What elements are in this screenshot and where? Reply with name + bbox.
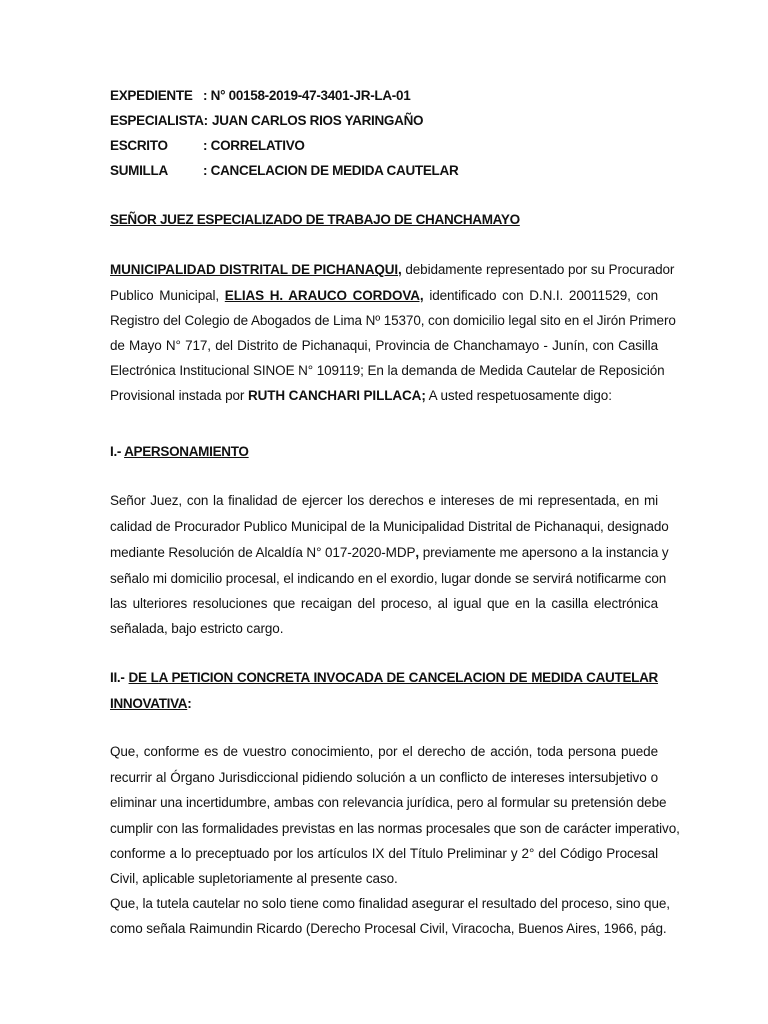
representative-name: ELIAS H. ARAUCO CORDOVA,	[224, 288, 424, 303]
section-1-title: APERSONAMIENTO	[124, 444, 249, 459]
section-1-line-6: señalada, bajo estricto cargo.	[110, 621, 284, 636]
section-2-p1-line-6: Civil, aplicable supletoriamente al presente caso.	[110, 871, 398, 886]
section-2-p1-line-1: Que, conforme es de vuestro conocimiento, por el derecho de acción, toda persona puede	[110, 744, 658, 759]
section-2-p1-line-3: eliminar una incertidumbre, ambas con relevancia jurídica, pero al formular su pretensión debe	[110, 795, 667, 810]
section-1-line-3: mediante Resolución de Alcaldía N° 017-2020-MDP, previamente me apersono a la instancia y	[110, 545, 669, 560]
addressee: SEÑOR JUEZ ESPECIALIZADO DE TRABAJO DE CHANCHAMAYO	[110, 212, 520, 227]
escrito-row	[110, 138, 305, 153]
section-2-p1-line-2: recurrir al Órgano Jurisdiccional pidiendo solución a un conflicto de intereses intersubjetivo o	[110, 770, 658, 785]
section-2-title: DE LA PETICION CONCRETA INVOCADA DE CANCELACION DE MEDIDA CAUTELAR	[128, 670, 659, 685]
escrito-label: ESCRITO	[110, 138, 168, 153]
escrito-value: : CORRELATIVO	[203, 138, 305, 153]
intro-line-2: Publico Municipal, ELIAS H. ARAUCO CORDOVA, identificado con D.N.I. 20011529, con	[110, 288, 659, 303]
especialista-row	[110, 113, 424, 128]
expediente-value: : N° 00158-2019-47-3401-JR-LA-01	[203, 88, 411, 103]
especialista-label: ESPECIALISTA:	[110, 113, 208, 128]
sumilla-value: : CANCELACION DE MEDIDA CAUTELAR	[203, 163, 459, 178]
intro-line-5: Electrónica Institucional SINOE N° 109119; En la demanda de Medida Cautelar de Reposición	[110, 363, 665, 378]
section-2-heading-line-2: INNOVATIVA:	[110, 696, 192, 711]
intro-line-1: MUNICIPALIDAD DISTRITAL DE PICHANAQUI, debidamente representado por su Procurador	[110, 262, 675, 277]
section-1-heading: I.- APERSONAMIENTO	[110, 444, 249, 459]
sumilla-row	[110, 163, 459, 178]
section-1-line-5: las ulteriores resoluciones que recaigan del proceso, al igual que en la casilla electrónica	[110, 596, 658, 611]
especialista-value: JUAN CARLOS RIOS YARINGAÑO	[212, 113, 424, 128]
expediente-label: EXPEDIENTE	[110, 88, 193, 103]
section-2-p2-line-1: Que, la tutela cautelar no solo tiene como finalidad asegurar el resultado del proceso, sino que,	[110, 896, 670, 911]
section-2-p1-line-5: conforme a lo preceptuado por los artículos IX del Título Preliminar y 2° del Código Procesal	[110, 846, 658, 861]
intro-line-4: de Mayo N° 717, del Distrito de Pichanaqui, Provincia de Chanchamayo - Junín, con Casilla	[110, 338, 658, 353]
intro-line-3: Registro del Colegio de Abogados de Lima Nº 15370, con domicilio legal sito en el Jirón Primero	[110, 313, 676, 328]
section-2-heading-line-1: II.- DE LA PETICION CONCRETA INVOCADA DE CANCELACION DE MEDIDA CAUTELAR	[110, 670, 659, 685]
section-1-line-2: calidad de Procurador Publico Municipal de la Municipalidad Distrital de Pichanaqui, designado	[110, 519, 669, 534]
plaintiff-name: RUTH CANCHARI PILLACA;	[247, 388, 426, 403]
section-1-line-1: Señor Juez, con la finalidad de ejercer los derechos e intereses de mi representada, en mi	[110, 493, 658, 508]
intro-entity: MUNICIPALIDAD DISTRITAL DE PICHANAQUI,	[110, 262, 402, 277]
section-2-p2-line-2: como señala Raimundin Ricardo (Derecho Procesal Civil, Viracocha, Buenos Aires, 1966, pág.	[110, 921, 667, 936]
expediente-row	[110, 88, 411, 103]
section-2-p1-line-4: cumplir con las formalidades previstas en las normas procesales que son de carácter imperativo,	[110, 821, 680, 836]
sumilla-label: SUMILLA	[110, 163, 168, 178]
intro-line-6: Provisional instada por RUTH CANCHARI PILLACA; A usted respetuosamente digo:	[110, 388, 612, 403]
section-1-line-4: señalo mi domicilio procesal, el indicando en el exordio, lugar donde se servirá notificarme con	[110, 571, 667, 586]
